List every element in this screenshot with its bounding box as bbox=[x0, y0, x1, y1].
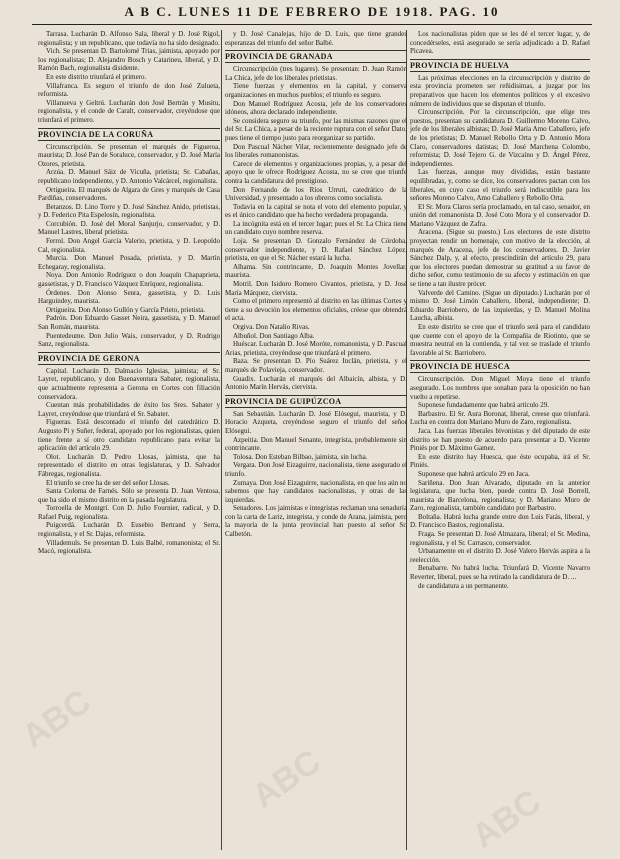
paragraph: Aracena. (Sigue su puesto.) Los electores de este distrito proyectan rendir un homenaje, con motivo de la elección, al marqués de Aracena, jefe de los conservadores. D. Javier Sánchez Dalp, y, al efecto, prescindirán del artículo 29, para que los electores puedan demostrar su gratitud a su favor de dicho señor, como testimonio de su afecto y estimación en que se tiene a tan ilustre prócer. bbox=[410, 228, 590, 289]
paragraph: Orgiva. Don Natalio Rivas. bbox=[233, 323, 310, 331]
paragraph: Puentedeume. Don Julio Wais, conservador, y D. Rodrigo Sanz, regionalista. bbox=[38, 331, 220, 349]
paragraph: Benabarre. No habrá lucha. Triunfará D. Vicente Navarro Reverter, liberal, pues se ha retirado la candidatura de D. ... bbox=[410, 564, 590, 582]
paragraph: Ortigueira. Don Alonso Gullón y García Prieto, prietista. bbox=[46, 305, 206, 314]
section-heading: PROVINCIA DE HUESCA bbox=[410, 360, 590, 373]
paragraph: En este distrito triunfará el primero. bbox=[46, 72, 147, 81]
paragraph: Olot. Lucharán D. Pedro Llosas, jaimista, que ha representado el distrito en otras legislaturas, y D. Salvador Fábregas, regionalista. bbox=[38, 452, 220, 478]
paragraph: Albuñol. Don Santiago Alba. bbox=[233, 331, 315, 340]
section-heading: PROVINCIA DE GERONA bbox=[38, 352, 220, 365]
section-heading: PROVINCIA DE GRANADA bbox=[225, 50, 407, 63]
paragraph: Barbastro. El Sr. Aura Boronat, liberal, creese que triunfará. Lucha en contra don Mariano Muro de Zaro, regionalista. bbox=[410, 409, 590, 427]
paragraph: Puigcerdá. Lucharán D. Eusebio Bertrand y Serra, regionalista, y el Sr. Dajas, reformista. bbox=[38, 521, 220, 539]
paragraph: Zumaya. Don José Eizaguirre, nacionalista, en que los aún no sabemos que hay candidatos nacionalistas, y otras de las izquierdas. bbox=[225, 478, 407, 504]
section-heading: PROVINCIA DE LA CORUÑA bbox=[38, 128, 220, 141]
paragraph: Boltaña. Habrá lucha grande entre don Luis Fatás, liberal, y D. Francisco Bastos, regionalista. bbox=[410, 512, 590, 530]
column-1 bbox=[38, 30, 220, 556]
paragraph: Villanueva y Geltrú. Lucharán don José Bertrán y Musitu, regionalista, y el conde de Caralt, conservador, creyéndose que triunfará el primero. bbox=[38, 98, 220, 124]
paragraph: Noya. Don Antonio Rodríguez o don Joaquín Chapaprieta, gassetistas, y D. Francisco Vázquez Enríquez, regionalista. bbox=[38, 271, 220, 289]
paragraph: Vergara. Don José Eizaguirre, nacionalista, tiene asegurado el triunfo. bbox=[225, 461, 407, 478]
paragraph: Betanzos. D. Lino Torre y D. José Sánchez Anido, prietistas, y D. Federico Pita Espelosín, regionalista. bbox=[38, 202, 220, 220]
paragraph: Villademuls. Se presentan D. Luis Balbé, romanonista; el Sr. Macó, regionalista. bbox=[38, 538, 220, 556]
section-heading: PROVINCIA DE GUIPÚZCOA bbox=[225, 395, 407, 408]
paragraph: Loja. Se presentan D. Gonzalo Fernández de Córdoba, conservador independiente, y D. Rafael Sánchez López, prietista, en que el Sr. Nácher estará la lucha. bbox=[225, 237, 407, 263]
section-heading: PROVINCIA DE HUELVA bbox=[410, 59, 590, 72]
paragraph: Don Manuel Rodríguez Acosta, jefe de los conservadores idóneos, ahora declarado independiente. bbox=[225, 99, 407, 117]
paragraph: de candidatura a un permanente. bbox=[418, 581, 509, 590]
paragraph: Senadores. Los jaimistas e integristas reclaman una senaduría con la carta de Lariz, integrista, y conde de Arana, jaimista, pero la mayoría de la junta provincial han puesto al señor Sr. Calbetón. bbox=[225, 504, 407, 539]
watermark: ABC bbox=[245, 742, 328, 816]
paragraph: Corcubión. D. José del Moral Sanjurjo, conservador, y D. Manuel Lastres, liberal prietista. bbox=[38, 219, 220, 237]
paragraph: Circunscripción. Por la circunscripción, que elige tres puestos, presentan su candidatura D. Guillermo Moreno Calvo, jefe de los liberales albistas; D. José María Amo Caballero, jefe de los prietistas; D. Manuel Rebollo Orta y D. Antonio Mora Claro, conservadores datistas; D. José Marchena Colombo, reformista; D. José Tejero G. de Vizcaíno y D. Ángel Pérez, independientes. bbox=[410, 108, 590, 168]
paragraph: Arzúa. D. Manuel Sáiz de Vicuña, prietista; Sr. Cabañas, republicano independiente, y D. Antonio Valcárcel, regionalista. bbox=[38, 168, 220, 185]
column-2 bbox=[225, 30, 407, 539]
paragraph: Suponese que habrá artículo 29 en Jaca. bbox=[418, 469, 530, 478]
paragraph: Capital. Lucharán D. Dalmacio Iglesias, jaimista; el Sr. Layret, republicano, y don Buenaventura Sabater, regionalista, que actualmente representa a Gerona en Cortes con filiación conservadora. bbox=[38, 366, 220, 401]
paragraph: Azpeitia. Don Manuel Senante, integrista, probablemente sin contrincante. bbox=[225, 435, 407, 453]
paragraph: Circunscripción. Don Miguel Moya tiene el triunfo asegurado. Los nombres que sonaban para la oposición no han vuelto a repetirse. bbox=[410, 375, 590, 401]
paragraph: Torroella de Montgrí. Con D. Julio Fournier, radical, y D. Rafael Puig, regionalista. bbox=[38, 504, 220, 521]
paragraph: Santa Coloma de Farnés. Sólo se presenta D. Juan Ventosa, que ha sido el mismo distrito en la pasada legislatura. bbox=[38, 487, 220, 504]
paragraph: Baza. Se presentan D. Pío Suárez Inclán, prietista, y el marqués de Polavieja, conservador. bbox=[225, 357, 407, 374]
paragraph: Ferrol. Don Angel García Valerio, prietista, y D. Leopoldo Cal, regionalista. bbox=[38, 237, 220, 254]
paragraph: En este distrito hay Huesca, que éste ocupaba, irá el Sr. Piniés. bbox=[410, 452, 590, 470]
paragraph: El triunfo se cree ha de ser del señor Llosas. bbox=[46, 478, 170, 487]
paragraph: Don Fernando de los Ríos Urruti, catedrático de la Universidad, y presentado a los obreros como socialista. bbox=[225, 185, 407, 203]
column-rule bbox=[221, 30, 222, 850]
paragraph: Las fuerzas, aunque muy divididas, están bastante equilibradas, y, como se dice, los conservadores pactan con los liberales, en cuyo caso el triunfo será indiscutible para los señores Moreno Calvo, Amo Caballero y Rebollo Orta. bbox=[410, 168, 590, 203]
paragraph: La incógnita está en el tercer lugar; pues el Sr. La Chica tiene un candidato cuyo nombre reserva. bbox=[225, 219, 407, 237]
paragraph: Alhama. Sin contrincante, D. Joaquín Montes Jovellar, maurista. bbox=[225, 262, 407, 280]
paragraph: Don Pascual Nácher Vilar, recientemente designado jefe de los liberales romanonistas. bbox=[225, 142, 407, 160]
paragraph: Sariñena. Don Juan Alvarado, diputado en la anterior legislatura, que lucha bien, puede contra D. José Borrell, maurista de Barcelona, regionalista; y D. Mariano Muro de Zaro, regionalista, también candidato por Barbastro. bbox=[410, 478, 590, 513]
watermark: ABC bbox=[465, 782, 548, 856]
paragraph: Todavía en la capital se nota el voto del elemento popular, y es el único candidato que ha hecho verdadera propaganda. bbox=[225, 202, 407, 220]
paragraph: Vich. Se presentan D. Bartolomé Trias, jaimista, apoyado por los regionalistas; D. Alejandro Bosch y Catarineu, liberal, y D. Ramón Bach, regionalista disidente. bbox=[38, 47, 220, 73]
paragraph: En este distrito se cree que el triunfo será para el candidato que cuente con el apoyo de la Compañía de Riotinto, que se muestra neutral en la contienda, y tal vez se traslade el triunfo favorable al Sr. Barriobero. bbox=[410, 323, 590, 357]
paragraph: Figueras. Está descontado el triunfo del catedrático D. Augusto Pi y Suñer, federal, apoyado por los regionalistas, quien tiene frente a sí otro candidato republicano para evitar la aplicación del artículo 29. bbox=[38, 418, 220, 453]
paragraph: Guadix. Lucharán el marqués del Albaicín, albista, y D. Antonio Marín Hervás, ciervista. bbox=[225, 374, 407, 392]
paragraph: Circunscripción. Se presentan el marqués de Figueroa, maurista; D. José Pan de Soraluce, conservador, y D. José María Ozores, prietista. bbox=[38, 142, 220, 168]
paragraph: Padrón. Don Eduardo Gasset Neira, gassetista, y D. Manuel San Román, maurista. bbox=[38, 314, 220, 331]
paragraph: Circunscripción (tres lugares). Se presentan: D. Juan Ramón La Chica, jefe de los liberales prietistas. bbox=[225, 65, 407, 82]
paragraph: Como el primero representó al distrito en las últimas Cortes y tiene a su devoción los elementos oficiales, créese que obtendrá el acta. bbox=[225, 297, 407, 323]
paragraph: Valverde del Camino. (Sigue un diputado.) Lucharán por el mismo D. José Limón Caballero, liberal, independiente; D. Eduardo Barriobero, de las izquierdas, y D. Manuel Molina Laucha, albista. bbox=[410, 288, 590, 323]
paragraph: San Sebastián. Lucharán D. José Elósegui, maurista, y D. Horacio Azqueta, creyéndose seguro el triunfo del señor Elósegui. bbox=[225, 409, 407, 435]
paragraph: Tiene fuerzas y elementos en la capital, y conserva organizaciones en muchos pueblos; el triunfo es seguro. bbox=[225, 82, 407, 99]
paragraph: Tarrasa. Lucharán D. Alfonso Sala, liberal y D. José Rigol, regionalista; y un republicano, que todavía no ha sido designado. bbox=[38, 30, 220, 47]
watermark: ABC bbox=[15, 682, 98, 756]
paragraph: Murcia. Don Manuel Posada, prietista, y D. Martín Echegaray, regionalista. bbox=[38, 254, 220, 271]
paragraph: Urbanamente en el distrito D. José Valero Hervás aspira a la reelección. bbox=[410, 547, 590, 564]
paragraph: Órdenes. Don Alonso Senra, gassetista, y D. Luis Harguindey, maurista. bbox=[38, 288, 220, 306]
column-3 bbox=[410, 30, 590, 590]
paragraph: Villafranca. Es seguro el triunfo de don José Zulueta, reformista. bbox=[38, 81, 220, 99]
paragraph: El Sr. Mora Claros sería proclamado, en tal caso, senador, en unión del romanonista D. José Coto Mora y el conservador D. Mariano Vázquez de Zafra. bbox=[410, 202, 590, 228]
page-header: A B C. LUNES 11 DE FEBRERO DE 1918. PAG. 10 bbox=[32, 2, 592, 25]
paragraph: Suponese fundadamente que habrá artículo 29. bbox=[418, 401, 550, 410]
paragraph: Jaca. Las fuerzas liberales bivonistas y del diputado de este distrito se han puesto de acuerdo para presentar a D. Vicente Piniés por D. Máximo Gamez. bbox=[410, 426, 590, 453]
paragraph: y D. José Canalejas, hijo de D. Luis, que tiene grandes esperanzas del triunfo del señor Balbé. bbox=[225, 30, 407, 47]
paragraph: Cuentan más probabilidades de éxito los Sres. Sabater y Layret, creyéndose que triunfará el Sr. Sabater. bbox=[38, 401, 220, 418]
paragraph: Se considera seguro su triunfo, por las mismas razones que el del Sr. La Chica, a pesar de la reciente ruptura con el señor Dato, pues tiene el tiempo justo para reorganizar su partido. bbox=[225, 116, 407, 142]
paragraph: Los nacionalistas piden que se les dé el tercer lugar, y, de concedérseles, está asegurado se sería adjudicado a D. Rafael Picavea. bbox=[410, 30, 590, 56]
paragraph: Tolosa. Don Esteban Bilbao, jaimista, sin lucha. bbox=[233, 452, 368, 461]
paragraph: Huéscar. Lucharán D. José Moróte, romanonista, y D. Pascual Arias, prietista, creyéndose que triunfará el primero. bbox=[225, 340, 407, 357]
paragraph: Motril. Don Isidoro Romero Civantos, prietista, y D. José María Márquez, ciervista. bbox=[225, 280, 407, 297]
paragraph: Carece de elementos y organizaciones propias, y, a pesar del apoyo que le ofrece Rodríguez Acosta, no se cree que triunfe contra la candidatura del prestigioso. bbox=[225, 159, 407, 185]
paragraph: Las próximas elecciones en la circunscripción y distrito de esta provincia prometen ser reñidísimas, a juzgar por los preparativos que hacen los elementos políticos y el excesivo número de individuos que se disputan el triunfo. bbox=[410, 73, 590, 108]
paragraph: Ortigueira. El marqués de Algara de Gres y marqués de Casa Pardiñas, conservadores. bbox=[38, 185, 220, 203]
paragraph: Fraga. Se presentan D. José Almazara, liberal; el Sr. Medina, regionalista, y el Sr. Carrasco, conservador. bbox=[410, 530, 590, 547]
